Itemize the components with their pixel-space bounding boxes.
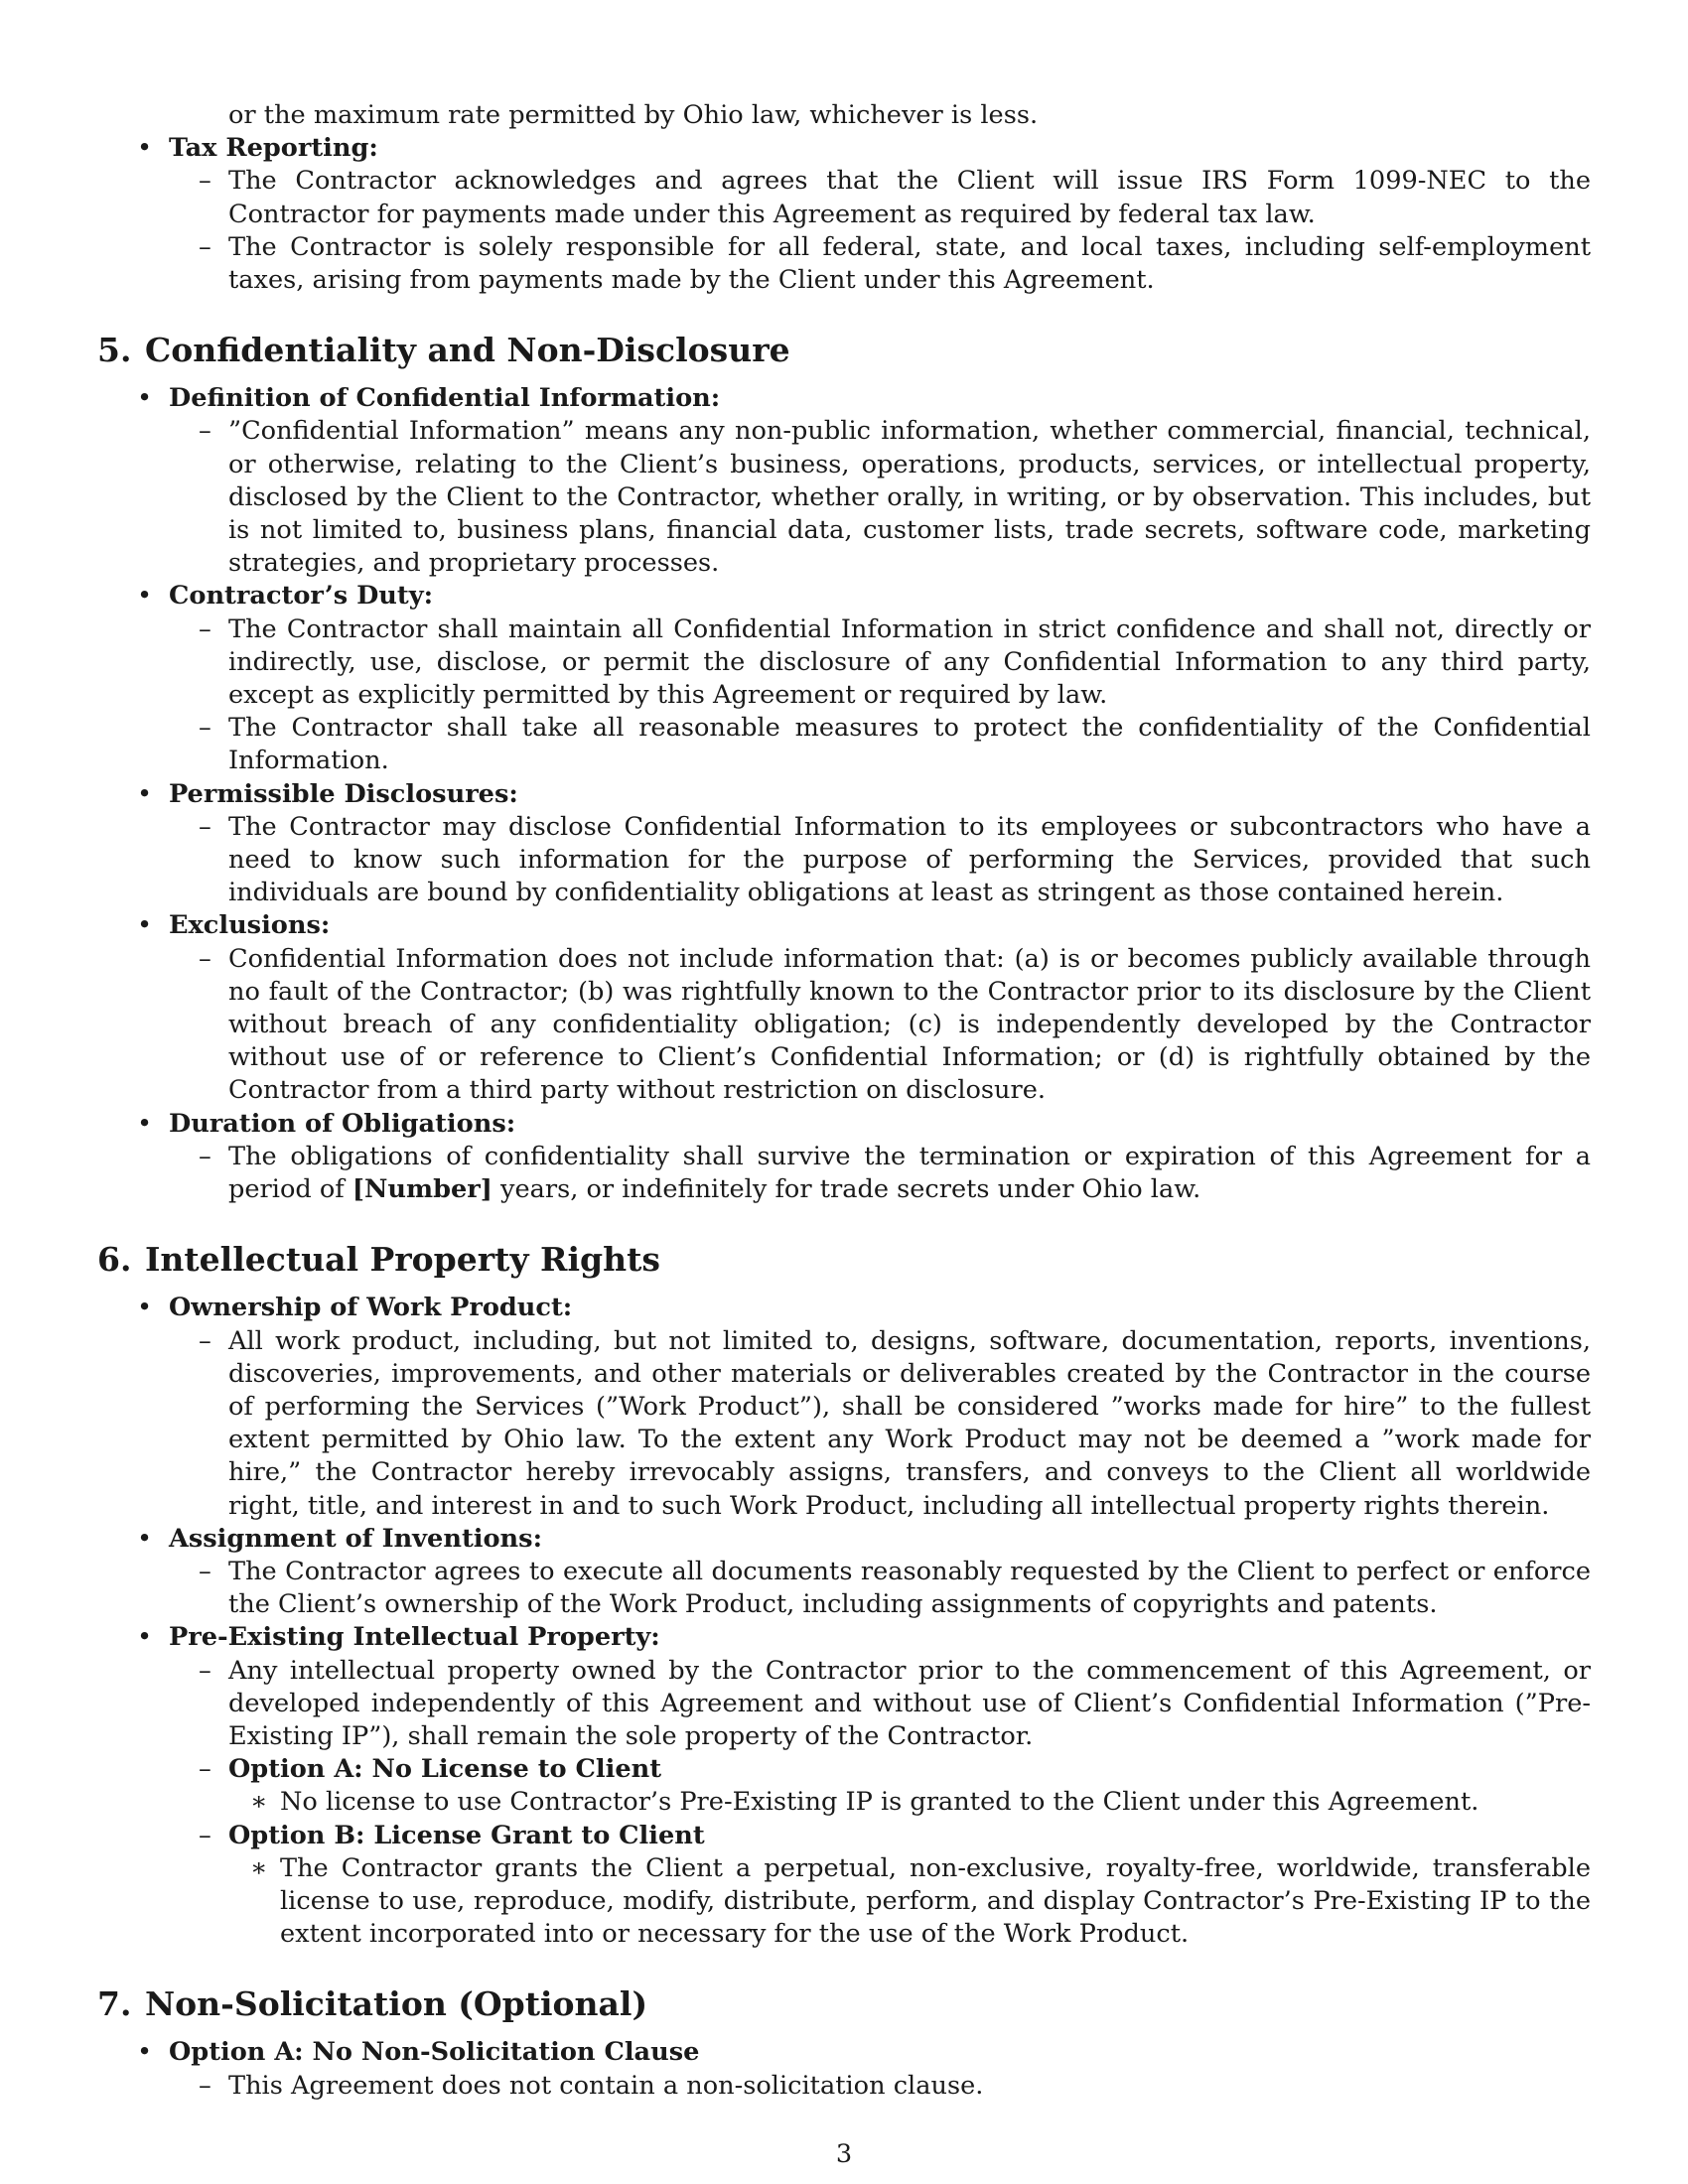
bullet-heading: Duration of Obligations: xyxy=(169,1108,516,1139)
section-heading-5 xyxy=(97,331,1591,370)
dash-marker: – xyxy=(199,166,211,197)
list-item-text: The Contractor shall take all reasonable measures to protect the confidentiality of the Confidential Information. xyxy=(228,713,1591,776)
bullet-marker: • xyxy=(137,383,153,414)
list-item-text: Confidential Information does not include information that: (a) is or becomes publicly available through no fault of the Contractor; (b) was rightfully known to the Contractor prior to its disclosure by the Client without breach of any confidentiality obligation; (c) is independently developed by the Contractor without use of or reference to Client’s Confidential Information; or (d) is rightfully obtained by the Contractor from a third party without restriction on disclosure. xyxy=(228,943,1591,1106)
number-placeholder: [Number] xyxy=(352,1174,492,1205)
star-marker: ∗ xyxy=(250,1852,268,1883)
section-number: 7. xyxy=(97,1984,132,2024)
option-heading: Option A: No License to Client xyxy=(228,1754,662,1785)
bullet-heading: Exclusions: xyxy=(169,910,331,941)
dash-marker: – xyxy=(199,614,211,644)
bullet-marker: • xyxy=(137,778,153,809)
list-item-text: The Contractor grants the Client a perpetual, non-exclusive, royalty-free, worldwide, transferable license to use, reproduce, modify, distribute, perform, and display Contractor’s Pre-Existing IP to the extent incorporated into or necessary for the use of the Work Product. xyxy=(280,1852,1591,1950)
list-item xyxy=(97,415,1591,580)
list-item-text: This Agreement does not contain a non-solicitation clause. xyxy=(228,2070,984,2101)
list-item xyxy=(97,1556,1591,1621)
bullet-non-solicitation-option-a xyxy=(97,2036,1591,2069)
list-item-text: The Contractor may disclose Confidential Information to its employees or subcontractors who have a need to know such information for the purpose of performing the Services, provided that such individuals are bound by confidentiality obligations at least as stringent as those contained herein. xyxy=(228,811,1591,908)
list-item-text: Any intellectual property owned by the Contractor prior to the commencement of this Agreement, or developed independently of this Agreement and without use of Client’s Confidential Information (”Pre-Existing IP”), shall remain the sole property of the Contractor. xyxy=(228,1655,1591,1751)
bullet-marker: • xyxy=(137,910,153,941)
list-item-text: The Contractor is solely responsible for all federal, state, and local taxes, including self-employment taxes, arising from payments made by the Client under this Agreement. xyxy=(228,231,1591,296)
continued-line: or the maximum rate permitted by Ohio law, whichever is less. xyxy=(228,100,1039,130)
list-item xyxy=(97,2070,1591,2103)
dash-marker: – xyxy=(199,943,211,974)
bullet-contractor-duty xyxy=(97,580,1591,613)
bullet-heading: Contractor’s Duty: xyxy=(169,581,434,612)
list-item xyxy=(97,943,1591,1108)
list-item-text: The Contractor shall maintain all Confidential Information in strict confidence and shall not, directly or indirectly, use, disclose, or permit the disclosure of any Confidential Information to any third party, except as explicitly permitted by this Agreement or required by law. xyxy=(228,614,1591,711)
dash-marker: – xyxy=(199,1556,211,1586)
bullet-tax-reporting xyxy=(97,132,1591,165)
list-item xyxy=(97,712,1591,777)
dash-marker: – xyxy=(199,1754,211,1785)
star-marker: ∗ xyxy=(250,1787,268,1818)
dash-marker: – xyxy=(199,811,211,842)
bullet-marker: • xyxy=(137,1293,153,1323)
list-item-text: No license to use Contractor’s Pre-Existing IP is granted to the Client under this Agreement. xyxy=(280,1787,1479,1818)
list-item xyxy=(97,811,1591,910)
option-heading: Option B: License Grant to Client xyxy=(228,1820,705,1850)
bullet-heading: Permissible Disclosures: xyxy=(169,778,518,809)
bullet-marker: • xyxy=(137,2037,153,2068)
dash-marker: – xyxy=(199,1820,211,1850)
list-item xyxy=(97,1786,1591,1819)
page-number: 3 xyxy=(835,2139,853,2169)
bullet-marker: • xyxy=(137,1108,153,1139)
option-b-heading xyxy=(97,1820,1591,1852)
bullet-marker: • xyxy=(137,1523,153,1554)
dash-marker: – xyxy=(199,713,211,744)
list-item-text: years, or indefinitely for trade secrets under Ohio law. xyxy=(500,1174,1201,1205)
list-item xyxy=(97,1852,1591,1952)
bullet-heading: Tax Reporting: xyxy=(169,133,378,164)
bullet-heading: Assignment of Inventions: xyxy=(169,1523,543,1554)
section-title: Non-Solicitation (Optional) xyxy=(145,1984,648,2024)
bullet-heading: Option A: No Non-Solicitation Clause xyxy=(169,2037,700,2068)
bullet-heading: Definition of Confidential Information: xyxy=(169,383,721,414)
bullet-definition xyxy=(97,382,1591,415)
list-item xyxy=(97,1655,1591,1754)
dash-marker: – xyxy=(199,1141,211,1171)
bullet-heading: Pre-Existing Intellectual Property: xyxy=(169,1622,660,1653)
list-item-text: The obligations of confidentiality shall survive the termination or expiration of this Agreement for a period of xyxy=(228,1141,1591,1205)
bullet-permissible-disclosures xyxy=(97,778,1591,811)
bullet-marker: • xyxy=(137,1622,153,1653)
dash-marker: – xyxy=(199,416,211,447)
bullet-heading: Ownership of Work Product: xyxy=(169,1293,573,1323)
bullet-exclusions xyxy=(97,909,1591,942)
list-item xyxy=(97,231,1591,297)
page-content xyxy=(97,99,1591,2103)
list-item-text: The Contractor agrees to execute all documents reasonably requested by the Client to perfect or enforce the Client’s ownership of the Work Product, including assignments of copyrights and patents. xyxy=(228,1556,1591,1620)
dash-marker: – xyxy=(199,1655,211,1686)
bullet-ownership xyxy=(97,1292,1591,1324)
section-heading-7 xyxy=(97,1984,1591,2024)
bullet-duration xyxy=(97,1108,1591,1141)
section-title: Intellectual Property Rights xyxy=(145,1240,660,1280)
section-number: 5. xyxy=(97,331,132,370)
bullet-preexisting-ip xyxy=(97,1621,1591,1654)
section-heading-6 xyxy=(97,1240,1591,1280)
list-item-text: The Contractor acknowledges and agrees that the Client will issue IRS Form 1099-NEC to the Contractor for payments made under this Agreement as required by federal tax law. xyxy=(228,166,1591,229)
list-item xyxy=(97,1325,1591,1523)
bullet-assignment xyxy=(97,1523,1591,1556)
list-item xyxy=(97,165,1591,230)
dash-marker: – xyxy=(199,2070,211,2101)
list-item-text: ”Confidential Information” means any non-public information, whether commercial, financial, technical, or otherwise, relating to the Client’s business, operations, products, services, or intellectual property, disclosed by the Client to the Contractor, whether orally, in writing, or by observation. This includes, but is not limited to, business plans, financial data, customer lists, trade secrets, software code, marketing strategies, and proprietary processes. xyxy=(228,416,1591,579)
dash-marker: – xyxy=(199,231,211,262)
section-number: 6. xyxy=(97,1240,132,1280)
list-item-text: All work product, including, but not limited to, designs, software, documentation, reports, inventions, discoveries, improvements, and other materials or deliverables created by the Contractor in the course of performing the Services (”Work Product”), shall be considered ”works made for hire” to the fullest extent permitted by Ohio law. To the extent any Work Product may not be deemed a ”work made for hire,” the Contractor hereby irrevocably assigns, transfers, and conveys to the Client all worldwide right, title, and interest in and to such Work Product, including all intellectual property rights therein. xyxy=(228,1325,1591,1521)
section-title: Confidentiality and Non-Disclosure xyxy=(145,331,790,370)
bullet-marker: • xyxy=(137,581,153,612)
list-item xyxy=(97,1141,1591,1206)
option-a-heading xyxy=(97,1753,1591,1786)
bullet-marker: • xyxy=(137,133,153,164)
dash-marker: – xyxy=(199,1325,211,1356)
list-item xyxy=(97,614,1591,713)
